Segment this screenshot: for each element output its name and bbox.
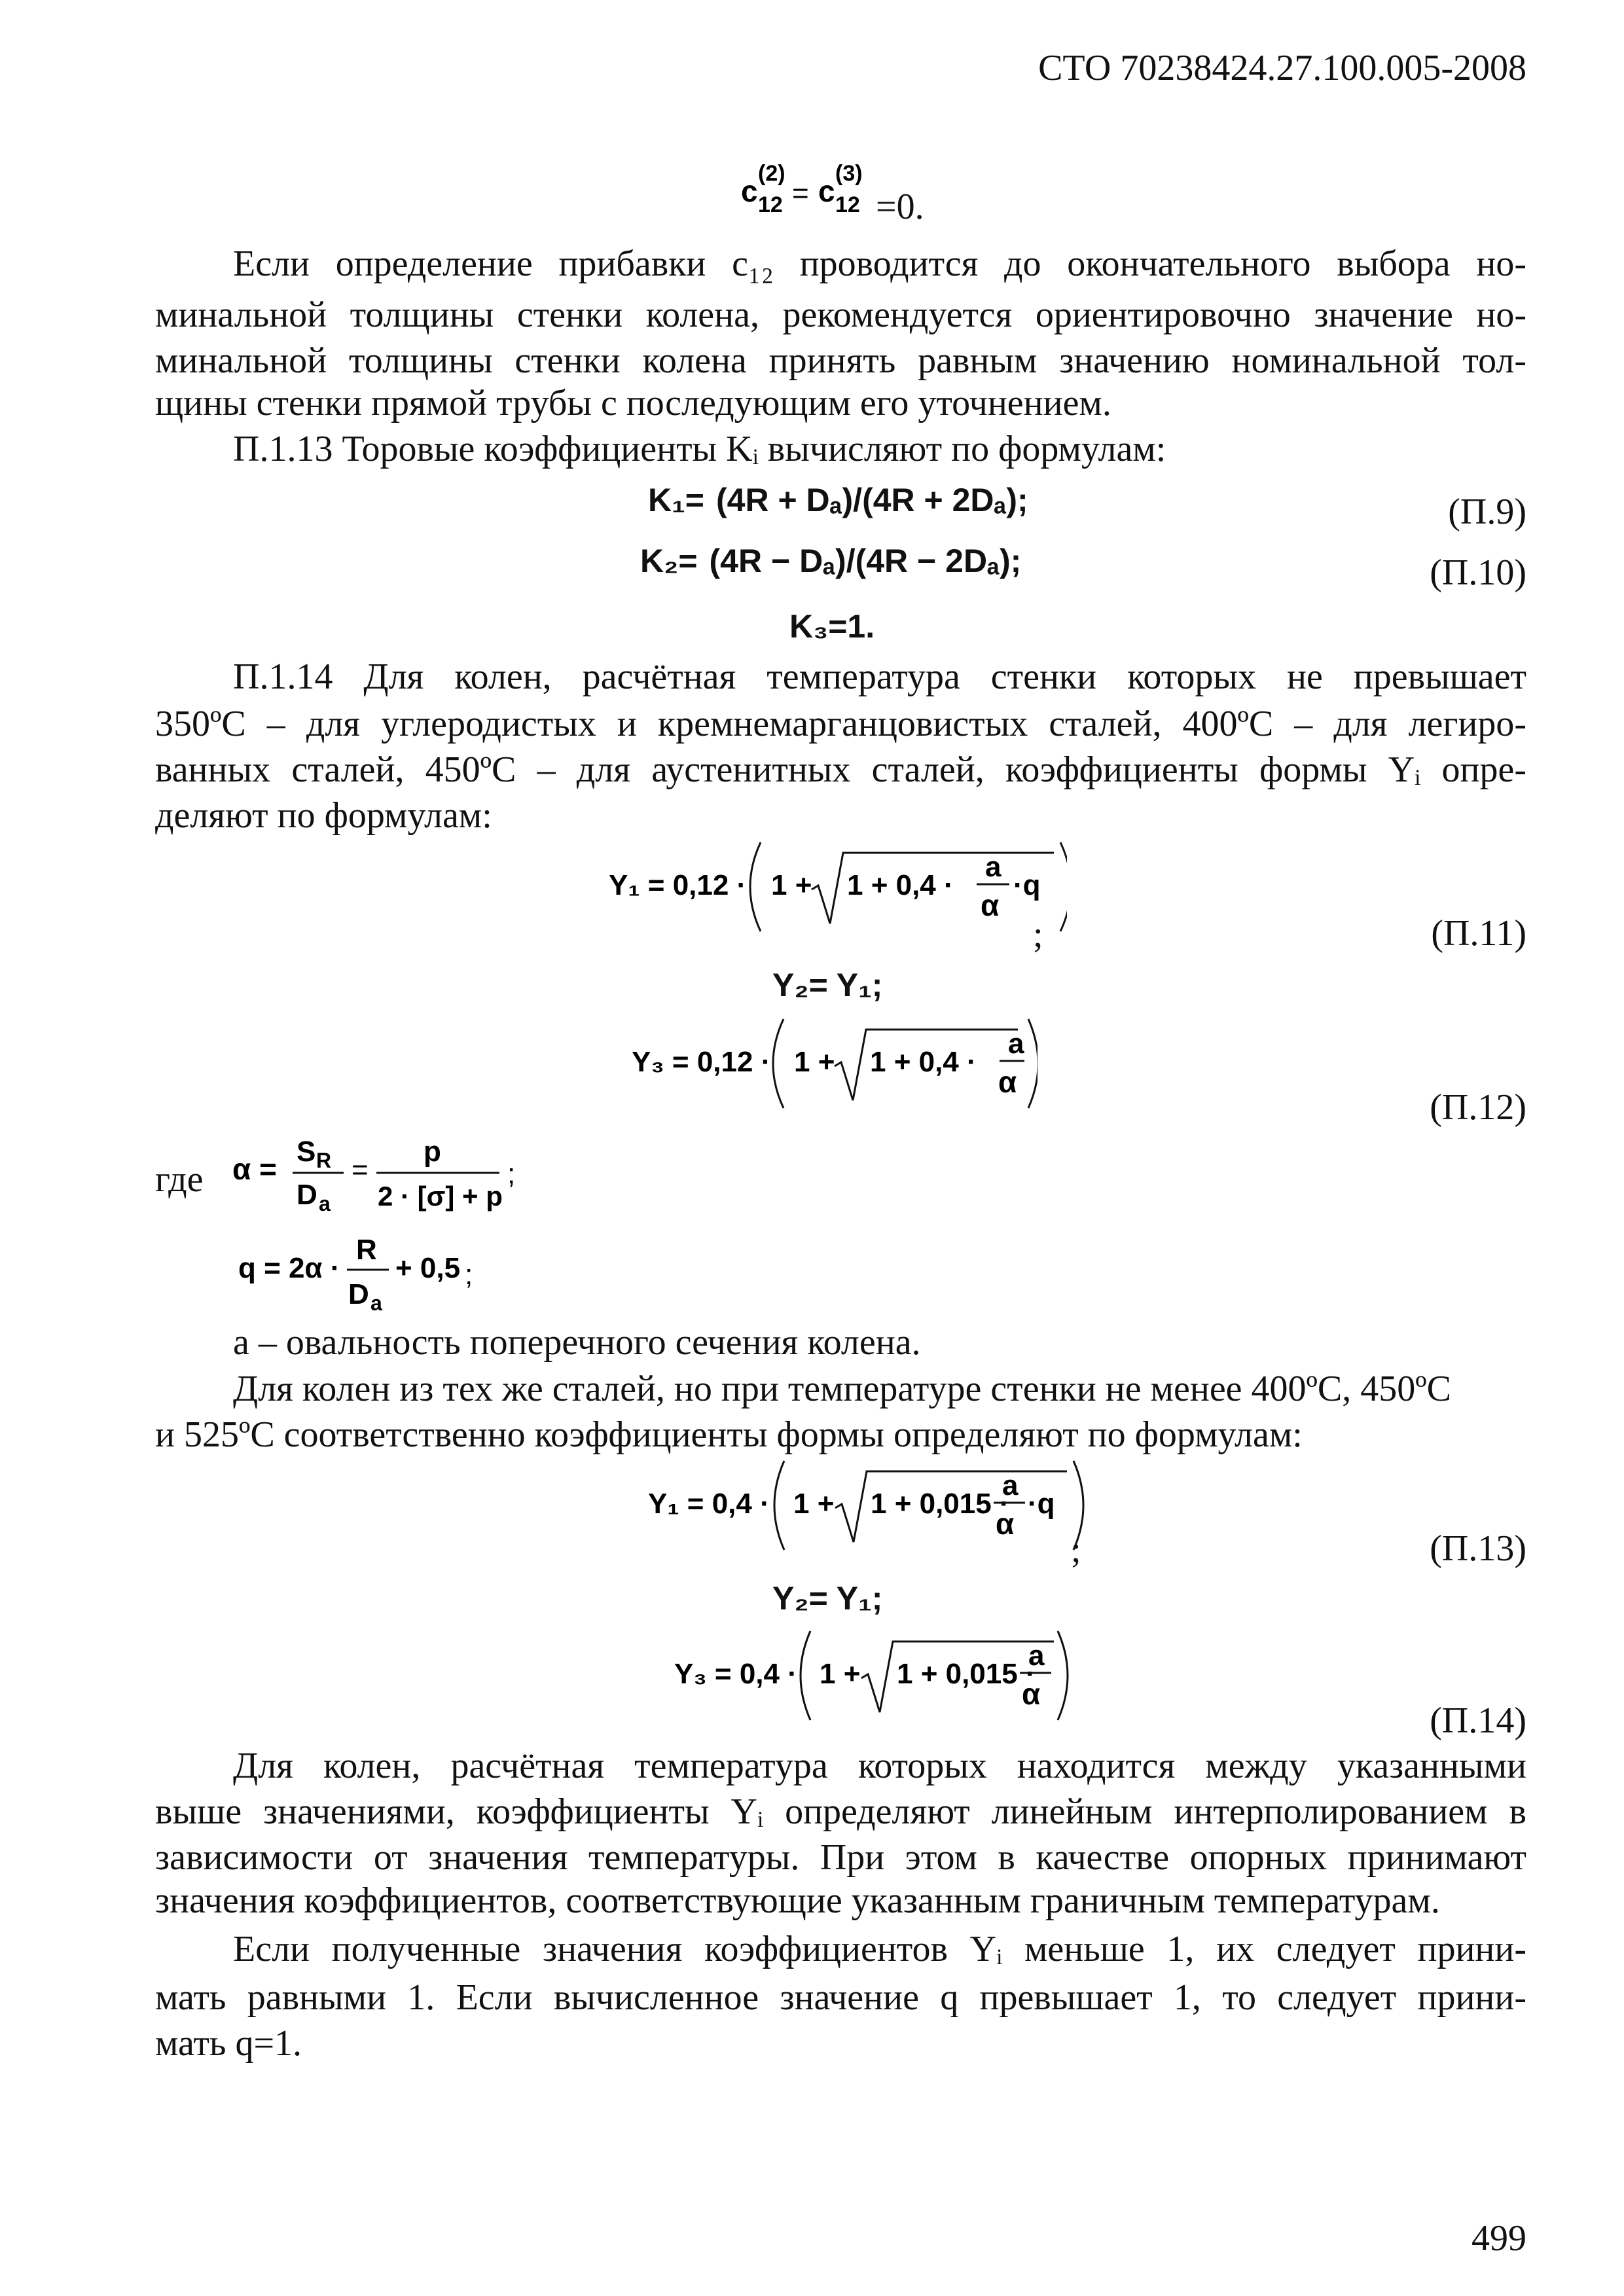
equation-p10 (640, 542, 1021, 580)
svg-text:c: c (741, 174, 758, 208)
paragraph-line: Если определение прибавки c₁₂ проводится до окончательного выбора но- (233, 243, 1526, 284)
frac-den: 2 · [σ] + p (378, 1181, 503, 1211)
formula-graphic (232, 1132, 533, 1224)
left-paren (801, 1631, 810, 1720)
equation-p10-lhs: K₂= (640, 543, 698, 579)
svg-text:12: 12 (758, 192, 783, 217)
paragraph-line: Если полученные значения коэффициентов Yᵢ меньше 1, их следует прини- (233, 1929, 1526, 1969)
tail: ·q (1013, 869, 1041, 901)
equation-alpha (232, 1132, 533, 1227)
svg-text:1 +: 1 + (820, 1658, 861, 1690)
left-paren (774, 1461, 784, 1550)
equation-y2: Y₂= Y₁; (772, 967, 883, 1003)
paragraph-line: П.1.13 Торовые коэффициенты Kᵢ вычисляют по формулам: (233, 429, 1166, 469)
frac-den: D (297, 1179, 317, 1211)
frac-num: R (356, 1234, 377, 1266)
equation-number: (П.9) (1448, 492, 1526, 532)
equation-p13-y1 (648, 1453, 1093, 1561)
sqrt-inner: 1 + 0,4 · (870, 1046, 977, 1078)
formula-graphic (674, 1623, 1080, 1728)
svg-text:(2): (2) (758, 161, 785, 186)
equation-number: (П.13) (1430, 1528, 1526, 1569)
paragraph-line: ванных сталей, 450ºС – для аустенитных сталей, коэффициенты формы Yᵢ опре- (155, 749, 1526, 790)
equation-number: (П.14) (1430, 1700, 1526, 1741)
paragraph-line: зависимости от значения температуры. При этом в качестве опорных принимают (155, 1837, 1526, 1878)
paragraph-line: мать равными 1. Если вычисленное значение q превышает 1, то следует прини- (155, 1977, 1526, 2018)
equation-p14-y3 (674, 1623, 1080, 1731)
svg-text:1 +: 1 + (793, 1488, 835, 1520)
ovality-definition: a – овальность поперечного сечения колена. (233, 1322, 921, 1363)
frac-den: D (348, 1278, 369, 1310)
right-paren (1028, 1019, 1038, 1108)
frac-num: a (1028, 1640, 1045, 1672)
paragraph-line: минальной толщины стенки колена принять равным значению номинальной тол- (155, 340, 1526, 381)
paragraph-line: П.1.14 Для колен, расчётная температура стенки которых не превышает (233, 656, 1526, 697)
equation-c12 (740, 156, 936, 227)
paragraph-line: минальной толщины стенки колена, рекомендуется ориентировочно значение но- (155, 295, 1526, 335)
where-label: где (155, 1159, 204, 1200)
svg-text:R: R (316, 1149, 332, 1172)
paragraph-line: щины стенки прямой трубы с последующим его уточнением. (155, 383, 1111, 423)
eq-lhs: α = (232, 1152, 277, 1186)
paragraph-line: деляют по формулам: (155, 795, 492, 836)
semicolon: ; (1033, 914, 1043, 955)
left-paren (750, 842, 761, 931)
formula-graphic (648, 1453, 1093, 1558)
eq-lhs: Y₃ = 0,4 · (674, 1658, 797, 1690)
equation-p12-y3 (632, 1011, 1038, 1119)
tail: ·q (1028, 1488, 1055, 1520)
q-tail: + 0,5 (395, 1252, 461, 1284)
paragraph-line: и 525ºС соответственно коэффициенты формы определяют по формулам: (155, 1414, 1303, 1455)
svg-text:;: ; (465, 1259, 473, 1291)
equation-p9-lhs: K₁= (648, 482, 704, 518)
equation-p10-rhs: (4R − Dₐ)/(4R − 2Dₐ); (709, 543, 1022, 579)
sqrt-inner: 1 + 0,4 · (847, 869, 954, 901)
eq-lhs: Y₁ = 0,12 · (609, 869, 747, 901)
frac-den: α (1022, 1677, 1041, 1711)
sqrt-inner: 1 + 0,015 · (897, 1658, 1036, 1690)
eq-lhs: Y₁ = 0,4 · (648, 1488, 770, 1520)
eq-lhs: Y₃ = 0,12 · (632, 1046, 771, 1078)
formula-graphic (632, 1011, 1038, 1116)
frac-num: p (424, 1136, 441, 1168)
svg-text:c: c (818, 174, 835, 208)
frac-den: α (996, 1507, 1015, 1541)
svg-text:a: a (319, 1192, 331, 1215)
svg-text:(3): (3) (835, 161, 863, 186)
svg-text:12: 12 (835, 192, 860, 217)
equation-number: (П.12) (1430, 1087, 1526, 1128)
paragraph-line: Для колен из тех же сталей, но при температуре стенки не менее 400ºС, 450ºС (233, 1369, 1451, 1409)
svg-text:1 +: 1 + (771, 869, 812, 901)
document-code: СТО 70238424.27.100.005-2008 (1038, 48, 1526, 88)
svg-text:1 +: 1 + (794, 1046, 835, 1078)
page-number: 499 (1471, 2218, 1526, 2259)
equation-q (238, 1230, 500, 1325)
frac-num: a (1002, 1469, 1019, 1501)
formula-graphic (238, 1230, 500, 1322)
equation-c12-rhs: =0. (876, 187, 924, 227)
equation-number: (П.11) (1431, 913, 1526, 954)
paragraph-line: выше значениями, коэффициенты Yᵢ определяют линейным интерполированием в (155, 1791, 1526, 1832)
equation-number: (П.10) (1430, 552, 1526, 593)
paragraph-line: значения коэффициентов, соответствующие указанным граничным температурам. (155, 1880, 1440, 1921)
frac-den: α (981, 888, 1000, 922)
svg-text:a: a (370, 1291, 382, 1315)
equation-p9 (648, 481, 1028, 519)
frac-num: a (985, 851, 1001, 883)
eq-lhs: q = 2α · (238, 1252, 340, 1284)
right-paren (1060, 842, 1067, 931)
frac-den: α (998, 1065, 1017, 1099)
frac-num: a (1008, 1028, 1024, 1060)
equation-k3: K₃=1. (789, 608, 875, 645)
equation-p11-y1 (609, 834, 1067, 942)
svg-text:=: = (792, 177, 809, 209)
svg-text:;: ; (507, 1158, 516, 1190)
paragraph-line: 350ºС – для углеродистых и кремнемарганцовистых сталей, 400ºС – для легиро- (155, 704, 1526, 744)
right-paren (1058, 1631, 1068, 1720)
equation-y2: Y₂= Y₁; (772, 1580, 883, 1617)
equation-p9-rhs: (4R + Dₐ)/(4R + 2Dₐ); (716, 482, 1028, 518)
paragraph-line: мать q=1. (155, 2023, 302, 2064)
semicolon: ; (1071, 1530, 1081, 1570)
left-paren (773, 1019, 784, 1108)
svg-text:=: = (352, 1154, 369, 1186)
sqrt-inner: 1 + 0,015 · (871, 1488, 1009, 1520)
paragraph-line: Для колен, расчётная температура которых находится между указанными (233, 1746, 1526, 1786)
formula-graphic (609, 834, 1067, 939)
frac-num: S (297, 1136, 316, 1168)
